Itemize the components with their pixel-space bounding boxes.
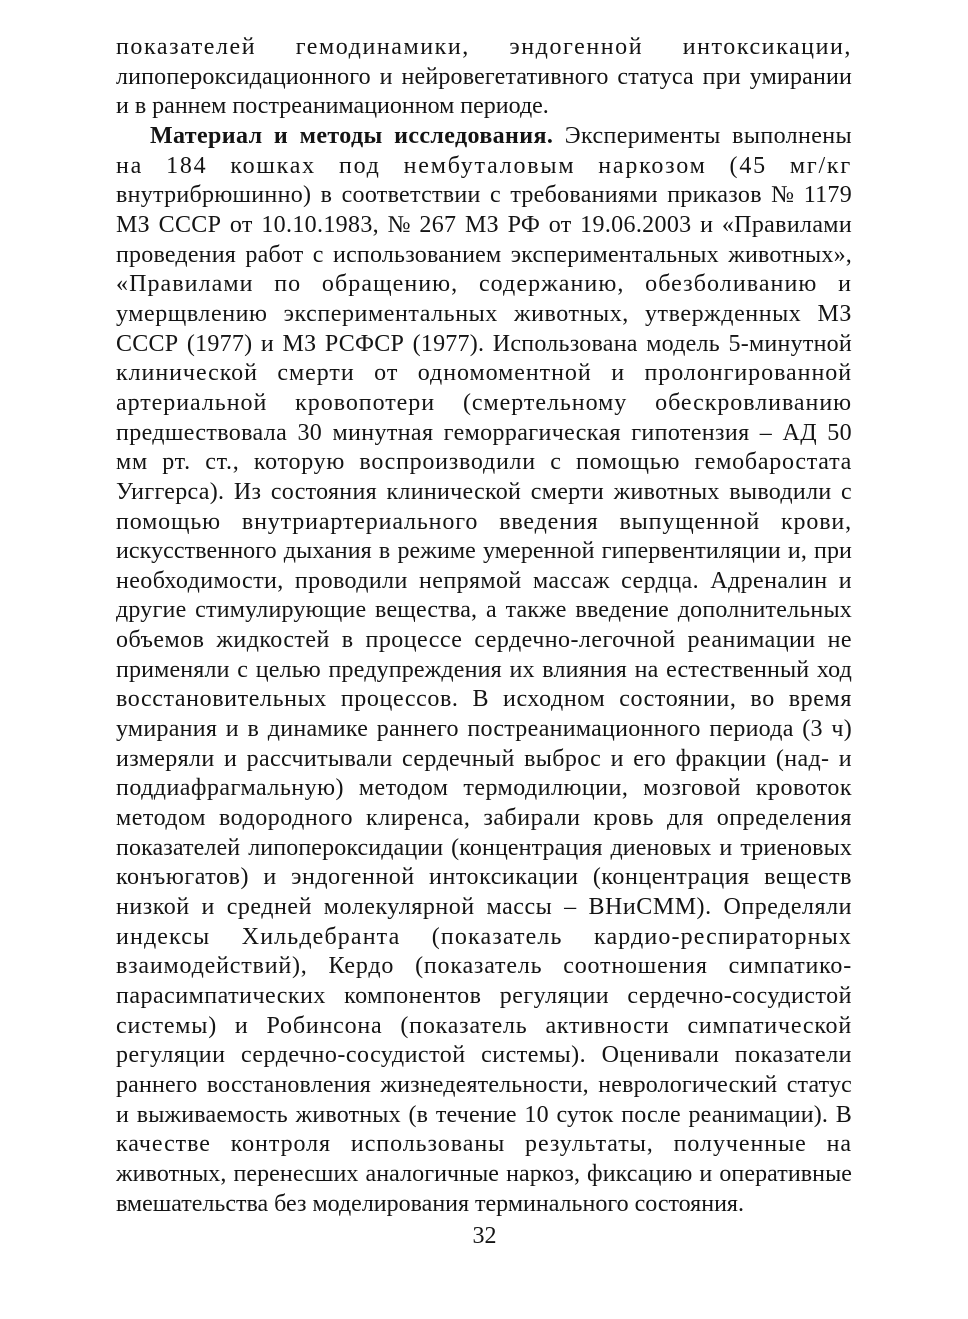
text-line: объемов жидкостей в процессе сердечно-легочной реанимации не	[116, 627, 852, 654]
text-line: необходимости, проводили непрямой массаж сердца. Адреналин и	[116, 567, 852, 594]
text-line: регуляции сердечно-сосудистой системы). Оценивали показатели	[116, 1042, 852, 1069]
text-line: показателей липопероксидации (концентрация диеновых и триеновых	[116, 834, 852, 861]
text-line: взаимодействий), Кердо (показатель соотношения симпатико-	[116, 953, 852, 980]
text-line: артериальной кровопотери (смертельному обескровливанию	[116, 389, 852, 416]
text-line: методом водородного клиренса, забирали кровь для определения	[116, 805, 852, 832]
text-line: восстановительных процессов. В исходном состоянии, во время	[116, 686, 852, 713]
text-line: низкой и средней молекулярной массы – ВНиСММ). Определяли	[116, 894, 852, 921]
text-line: применяли с целью предупреждения их влияния на естественный ход	[116, 656, 852, 683]
text-line: на 184 кошках под нембуталовым наркозом (45 мг/кг	[116, 152, 852, 179]
text-line: раннего восстановления жизнедеятельности, неврологический статус	[116, 1071, 852, 1098]
text-line: измеряли и рассчитывали сердечный выброс и его фракции (над- и	[116, 745, 852, 772]
text-line: качестве контроля использованы результаты, полученные на	[116, 1131, 852, 1158]
text-line: показателей гемодинамики, эндогенной интоксикации,	[116, 34, 852, 60]
paragraph	[116, 33, 853, 122]
text-line: другие стимулирующие вещества, а также введение дополнительных	[116, 597, 852, 624]
text-line: конъюгатов) и эндогенной интоксикации (концентрация веществ	[116, 864, 852, 891]
text-line: проведения работ с использованием экспериментальных животных»,	[116, 241, 852, 268]
text-line: и выживаемость животных (в течение 10 суток после реанимации). В	[116, 1101, 852, 1128]
text-line: МЗ СССР от 10.10.1983, № 267 МЗ РФ от 19.06.2003 и «Правилами	[116, 211, 852, 238]
paragraph	[116, 122, 853, 1219]
text-line	[150, 122, 853, 152]
text-line: умерщвлению экспериментальных животных, утвержденных МЗ	[116, 300, 852, 327]
text-line: предшествовала 30 минутная геморрагическая гипотензия – АД 50	[116, 419, 852, 446]
text-line: Уиггерса). Из состояния клинической смерти животных выводили с	[116, 478, 852, 505]
body-text	[116, 33, 853, 1219]
text-line: поддиафрагмальную) методом термодилюции, мозговой кровоток	[116, 775, 852, 802]
section-heading: Материал и методы исследования.	[150, 122, 554, 149]
text-line: помощью внутриартериального введения выпущенной крови,	[116, 508, 852, 535]
text-line: внутрибрюшинно) в соответствии с требованиями приказов № 1179	[116, 182, 852, 209]
text-line: системы) и Робинсона (показатель активности симпатической	[116, 1012, 852, 1039]
page-number: 32	[472, 1223, 497, 1249]
text-line: клинической смерти от одномоментной и пролонгированной	[116, 360, 852, 387]
text-line: умирания и в динамике раннего постреанимационного периода (3 ч)	[116, 716, 852, 743]
text-line: индексы Хильдебранта (показатель кардио-респираторных	[116, 923, 852, 950]
text-line: липопероксидационного и нейровегетативного статуса при умирании	[116, 63, 852, 90]
text-line: вмешательства без моделирования терминального состояния.	[116, 1190, 744, 1217]
line-text: Эксперименты выполнены	[564, 122, 853, 149]
text-line: парасимпатических компонентов регуляции сердечно-сосудистой	[116, 983, 852, 1009]
text-line: «Правилами по обращению, содержанию, обезболиванию и	[116, 271, 852, 298]
text-line: искусственного дыхания в режиме умеренной гипервентиляции и, при	[116, 538, 852, 565]
text-line: и в раннем постреанимационном периоде.	[116, 93, 549, 120]
text-line: СССР (1977) и МЗ РСФСР (1977). Использована модель 5-минутной	[116, 330, 852, 357]
text-line: мм рт. ст., которую воспроизводили с помощью гемобаростата	[116, 449, 852, 476]
text-line: животных, перенесших аналогичные наркоз, фиксацию и оперативные	[116, 1160, 852, 1187]
